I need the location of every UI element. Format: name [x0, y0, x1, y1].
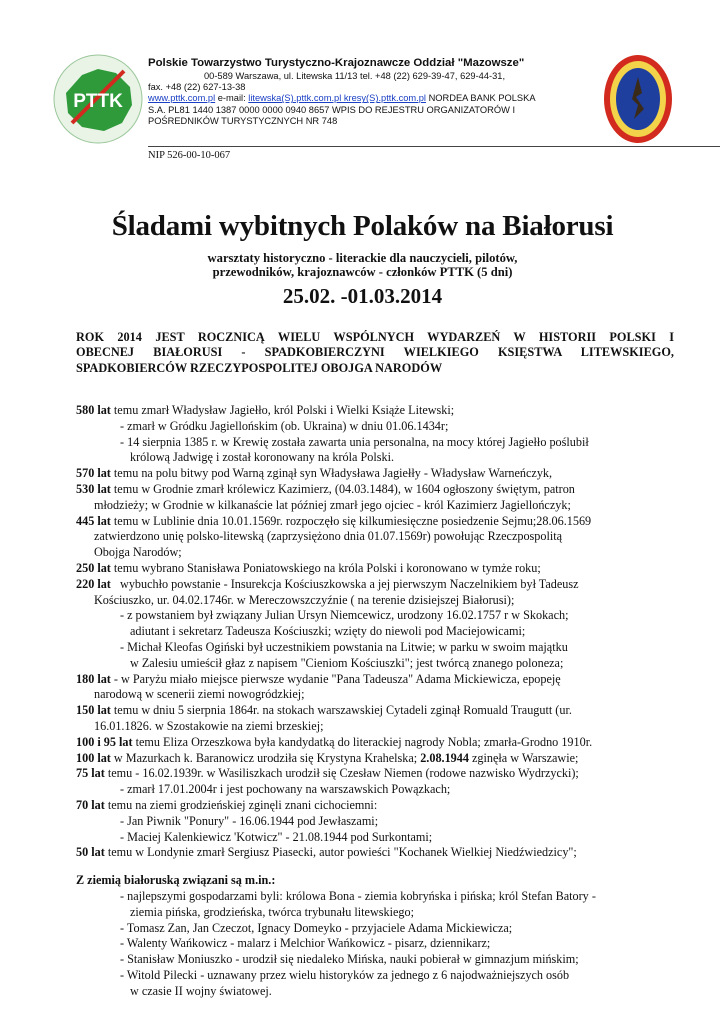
line-text: - zmarł 17.01.2004r i jest pochowany na warszawskich Powązkach;: [120, 782, 451, 797]
text-line: [76, 482, 696, 498]
email-links[interactable]: litewska(S).pttk.com.pl kresy(S).pttk.com.pl: [248, 93, 426, 104]
anniversary-years: 150 lat: [76, 703, 111, 718]
line-text: temu w dniu 5 sierpnia 1864r. na stokach warszawskiej Cytadeli zginął Romuald Traugutt (ur.: [110, 703, 572, 718]
bank-name: NORDEA BANK POLSKA: [428, 93, 536, 104]
text-line: [76, 952, 696, 968]
text-line: [76, 419, 696, 435]
line-text: temu w Grodnie zmarł królewicz Kazimierz, (04.03.1484), w 1604 ogłoszony świętym, patron: [110, 481, 575, 496]
line-text: adiutant i sekretarz Tadeusza Kościuszki; wzięty do niewoli pod Maciejowicami;: [130, 624, 526, 639]
line-text: temu wybrano Stanisława Poniatowskiego na króla Polski i koronowano w tymże roku;: [110, 560, 541, 575]
text-line: [76, 593, 696, 609]
text-line: [76, 751, 696, 767]
emblem-badge-icon: [602, 53, 674, 145]
text-line: [76, 984, 696, 1000]
line-text: zginęła w Warszawie;: [468, 750, 579, 765]
org-address: 00-589 Warszawa, ul. Litewska 11/13 tel. +48 (22) 629-39-47, 629-44-31,: [204, 71, 506, 81]
event-dates: 25.02. -01.03.2014: [282, 284, 443, 308]
line-text: - w Paryżu miało miejsce pierwsze wydanie "Pana Tadeusza" Adama Mickiewicza, epopeję: [110, 671, 561, 686]
line-text: - 14 sierpnia 1385 r. w Krewię została zawarta unia personalna, na mocy której Jagiełło poślubił: [120, 434, 589, 449]
email-label: e-mail:: [217, 93, 246, 104]
line-text: - najlepszymi gospodarzami byli: królowa Bona - ziemia kobryńska i pińska; król Stefan Batory -: [120, 888, 596, 903]
line-text: w Zalesiu umieścił głaz z napisem "Cieniom Kościuszki"; jest twórcą znanego poloneza;: [130, 655, 564, 670]
text-line: [76, 782, 696, 798]
intro-line: OBECNEJ BIAŁORUSI - SPADKOBIERCZYNI WIELKIEGO KSIĘSTWA LITEWSKIEGO,: [76, 345, 674, 360]
anniversary-years: 75 lat: [76, 766, 105, 781]
line-text: - Maciej Kalenkiewicz 'Kotwicz" - 21.08.1944 pod Surkontami;: [120, 829, 433, 844]
nip-number: NIP 526-00-10-067: [148, 150, 231, 161]
line-text: - Jan Piwnik "Ponury" - 16.06.1944 pod Jewłaszami;: [120, 813, 379, 828]
line-text: temu zmarł Władysław Jagiełło, król Polski i Wielki Książe Litewski;: [110, 403, 455, 417]
text-line: [76, 719, 696, 735]
line-text: w Mazurkach k. Baranowicz urodziła się Krystyna Krahelska;: [110, 750, 421, 765]
text-line: [76, 450, 696, 466]
text-line: [76, 435, 696, 451]
pttk-logo-icon: [52, 53, 144, 145]
anniversary-years: 530 lat: [76, 481, 111, 496]
registry-line-1: S.A. PL81 1440 1387 0000 0000 0940 8657 WPIS DO REJESTRU ORGANIZATORÓW I: [148, 104, 516, 115]
text-line: [76, 403, 696, 419]
text-line: [76, 687, 696, 703]
text-line: [76, 624, 696, 640]
line-text: temu Eliza Orzeszkowa była kandydatką do literackiej nagrody Nobla; zmarła-Grodno 1910r.: [132, 734, 593, 749]
anniversary-years: 580 lat: [76, 403, 111, 417]
header-divider: [148, 146, 720, 147]
intro-line: SPADKOBIERCÓW RZECZYPOSPOLITEJ OBOJGA NARODÓW: [76, 360, 443, 375]
line-text: - Walenty Wańkowicz - malarz i Melchior Wańkowicz - pisarz, dziennikarz;: [120, 936, 491, 951]
intro-paragraph: [76, 330, 674, 376]
text-line: [76, 656, 696, 672]
anniversary-years: 70 lat: [76, 797, 105, 812]
anniversary-years: 445 lat: [76, 513, 111, 528]
line-text: - Tomasz Zan, Jan Czeczot, Ignacy Domeyko - przyjaciele Adama Mickiewicza;: [120, 920, 513, 935]
line-text: 16.01.1826. w Szostakowie na ziemi brzeskiej;: [94, 718, 324, 733]
line-text: temu na ziemi grodzieńskiej zginęli znani cichociemni:: [104, 797, 378, 812]
text-line: [76, 703, 696, 719]
website-link[interactable]: www.pttk.com.pl: [148, 93, 216, 104]
related-list: [76, 889, 696, 1000]
document-title: Śladami wybitnych Polaków na Białorusi: [111, 210, 614, 242]
anniversary-years: 50 lat: [76, 845, 105, 860]
line-text: młodzieży; w Grodnie w kilkanaście lat później zmarł jego ojciec - król Kazimierz Jagiellończyk;: [94, 497, 571, 512]
text-line: [76, 830, 696, 846]
anniversary-years: 250 lat: [76, 560, 111, 575]
line-text: Obojga Narodów;: [94, 545, 182, 560]
anniversary-years: 180 lat: [76, 671, 111, 686]
text-line: [76, 577, 696, 593]
line-text: temu na polu bitwy pod Warną zginął syn Władysława Jagiełły - Władysław Warneńczyk,: [110, 466, 553, 481]
anniversary-years: 100 lat: [76, 750, 111, 765]
document-body: [76, 403, 696, 999]
text-line: [76, 514, 696, 530]
text-line: [76, 798, 696, 814]
document-subtitle: warsztaty historyczno - literackie dla nauczycieli, pilotów, przewodników, krajoznawców - członków PTTK (5 dni): [207, 251, 518, 280]
text-line: [76, 640, 696, 656]
line-text: - Witold Pilecki - uznawany przez wielu historyków za jednego z 6 najodważniejszych osób: [120, 967, 570, 982]
text-line: [76, 936, 696, 952]
line-text: - Stanisław Moniuszko - urodził się niedaleko Mińska, nauki pobierał w gimnazjum mińskim;: [120, 952, 579, 967]
line-text: wybuchło powstanie - Insurekcja Kościuszkowska a jej pierwszym Naczelnikiem był Tadeusz: [110, 576, 579, 591]
line-text: - Michał Kleofas Ogiński był uczestnikiem powstania na Litwie; w parku w swoim majątku: [120, 639, 568, 654]
text-line: [76, 845, 696, 861]
anniversary-list: [76, 403, 696, 861]
anniversary-years: 100 i 95 lat: [76, 734, 133, 749]
line-text: - zmarł w Gródku Jagiellońskim (ob. Ukraina) w dniu 01.06.1434r;: [120, 418, 449, 433]
line-text: ziemia pińska, grodzieńska, twórca trybunału litewskiego;: [130, 904, 414, 919]
related-heading: Z ziemią białoruską związani są m.in.:: [76, 873, 276, 888]
line-text: - z powstaniem był związany Julian Ursyn Niemcewicz, urodzony 16.02.1757 r w Skokach;: [120, 608, 569, 623]
text-line: [76, 814, 696, 830]
text-line: [76, 921, 696, 937]
text-line: [76, 766, 696, 782]
text-line: [76, 968, 696, 984]
intro-line: ROK 2014 JEST ROCZNICĄ WIELU WSPÓLNYCH WYDARZEŃ W HISTORII POLSKI I: [76, 330, 674, 344]
anniversary-years: 570 lat: [76, 466, 111, 481]
logo-text: PTTK: [73, 91, 123, 112]
line-text: temu w Londynie zmarł Sergiusz Piasecki, autor powieści "Kochanek Wielkiej Niedźwiedzicy";: [104, 845, 577, 860]
text-line: [76, 498, 696, 514]
org-name: Polskie Towarzystwo Turystyczno-Krajoznawcze Oddział "Mazowsze": [148, 57, 525, 69]
text-line: [76, 889, 696, 905]
text-line: [76, 735, 696, 751]
text-line: [76, 529, 696, 545]
line-text: narodową w scenerii ziemi nowogródzkiej;: [94, 687, 305, 702]
organization-info: [148, 56, 600, 127]
text-line: [76, 561, 696, 577]
anniversary-years: 220 lat: [76, 576, 111, 591]
line-text: w czasie II wojny światowej.: [130, 983, 272, 998]
text-line: [76, 672, 696, 688]
line-text: temu - 16.02.1939r. w Wasiliszkach urodził się Czesław Niemen (rodowe nazwisko Wydrzycki);: [104, 766, 579, 781]
text-line: [76, 608, 696, 624]
org-fax: fax. +48 (22) 627-13-38: [148, 82, 246, 93]
registry-line-2: POŚREDNIKÓW TURYSTYCZNYCH NR 748: [148, 115, 338, 126]
letterhead: [0, 0, 725, 165]
text-line: [76, 466, 696, 482]
text-line: [76, 905, 696, 921]
line-text: Kościuszko, ur. 04.02.1746r. w Mereczowszczyźnie ( na terenie dzisiejszej Białorusi);: [94, 592, 515, 607]
death-date: 2.08.1944: [420, 750, 469, 765]
text-line: [76, 545, 696, 561]
line-text: temu w Lublinie dnia 10.01.1569r. rozpoczęło się kilkumiesięczne posiedzenie Sejmu;28.06.1569: [110, 513, 592, 528]
line-text: królową Jadwigę i został koronowany na króla Polski.: [130, 450, 395, 465]
line-text: zatwierdzono unię polsko-litewską (zaprzysiężono dnia 01.07.1569r) powołując Rzeczpospolitą: [94, 529, 563, 544]
